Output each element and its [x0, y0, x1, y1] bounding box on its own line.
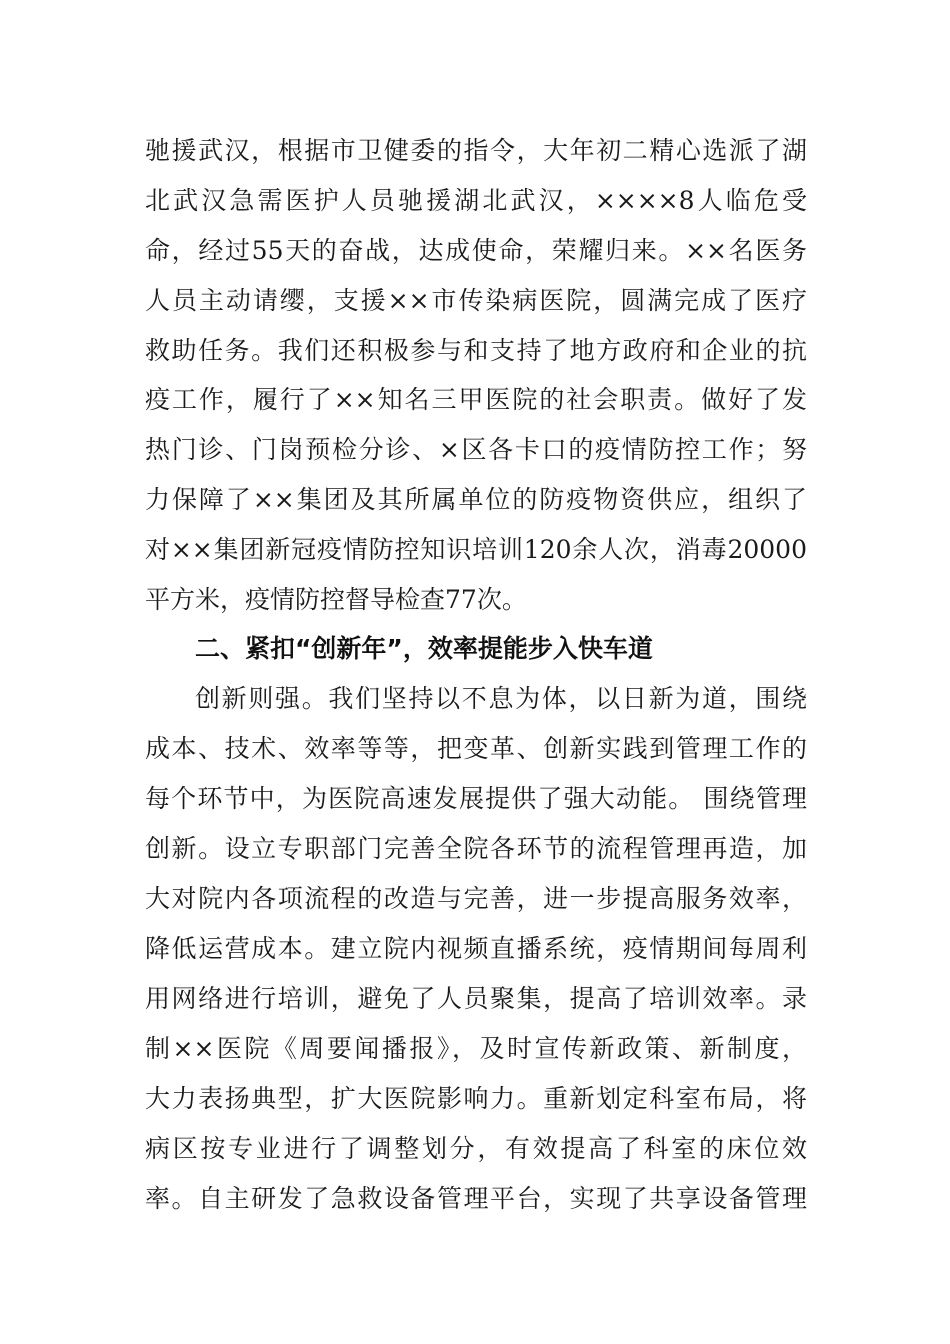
- paragraph1-line-3: 命，经过55天的奋战，达成使命，荣耀归来。××名医务: [145, 236, 807, 265]
- paragraph2-line-11: 率。自主研发了急救设备管理平台，实现了共享设备管理: [145, 1184, 807, 1213]
- paragraph1-line-2: 北武汉急需医护人员驰援湖北武汉，××××8人临危受: [145, 186, 807, 215]
- paragraph1-line-1: 驰援武汉，根据市卫健委的指令，大年初二精心选派了湖: [145, 136, 807, 165]
- paragraph1-line-9: 对××集团新冠疫情防控知识培训120余人次，消毒20000: [145, 535, 807, 564]
- paragraph2-line-10: 病区按专业进行了调整划分，有效提高了科室的床位效: [145, 1134, 807, 1163]
- paragraph1-line-6: 疫工作，履行了××知名三甲医院的社会职责。做好了发: [145, 385, 807, 414]
- paragraph2-line-8: 制××医院《周要闻播报》，及时宣传新政策、新制度，: [145, 1034, 807, 1063]
- paragraph2-line-4: 创新。设立专职部门完善全院各环节的流程管理再造，加: [145, 834, 807, 863]
- paragraph1-line-8: 力保障了××集团及其所属单位的防疫物资供应，组织了: [145, 485, 807, 514]
- paragraph2-line-9: 大力表扬典型，扩大医院影响力。重新划定科室布局，将: [145, 1084, 807, 1113]
- paragraph2-line-2: 成本、技术、效率等等，把变革、创新实践到管理工作的: [145, 734, 807, 763]
- paragraph1-line-4: 人员主动请缨，支援××市传染病医院，圆满完成了医疗: [145, 286, 807, 315]
- paragraph2-line-5: 大对院内各项流程的改造与完善，进一步提高服务效率，: [145, 884, 807, 913]
- paragraph2-line-1: 创新则强。我们坚持以不息为体，以日新为道，围绕: [195, 684, 807, 713]
- paragraph1-line-7: 热门诊、门岗预检分诊、×区各卡口的疫情防控工作；努: [145, 435, 807, 464]
- paragraph2-line-6: 降低运营成本。建立院内视频直播系统，疫情期间每周利: [145, 934, 807, 963]
- paragraph2-line-3: 每个环节中，为医院高速发展提供了强大动能。 围绕管理: [145, 784, 807, 813]
- paragraph1-line-5: 救助任务。我们还积极参与和支持了地方政府和企业的抗: [145, 336, 807, 365]
- paragraph2-line-7: 用网络进行培训，避免了人员聚集，提高了培训效率。录: [145, 984, 807, 1013]
- paragraph1-line-10: 平方米，疫情防控督导检查77次。: [145, 585, 527, 614]
- section-heading: 二、紧扣“创新年”，效率提能步入快车道: [195, 634, 653, 663]
